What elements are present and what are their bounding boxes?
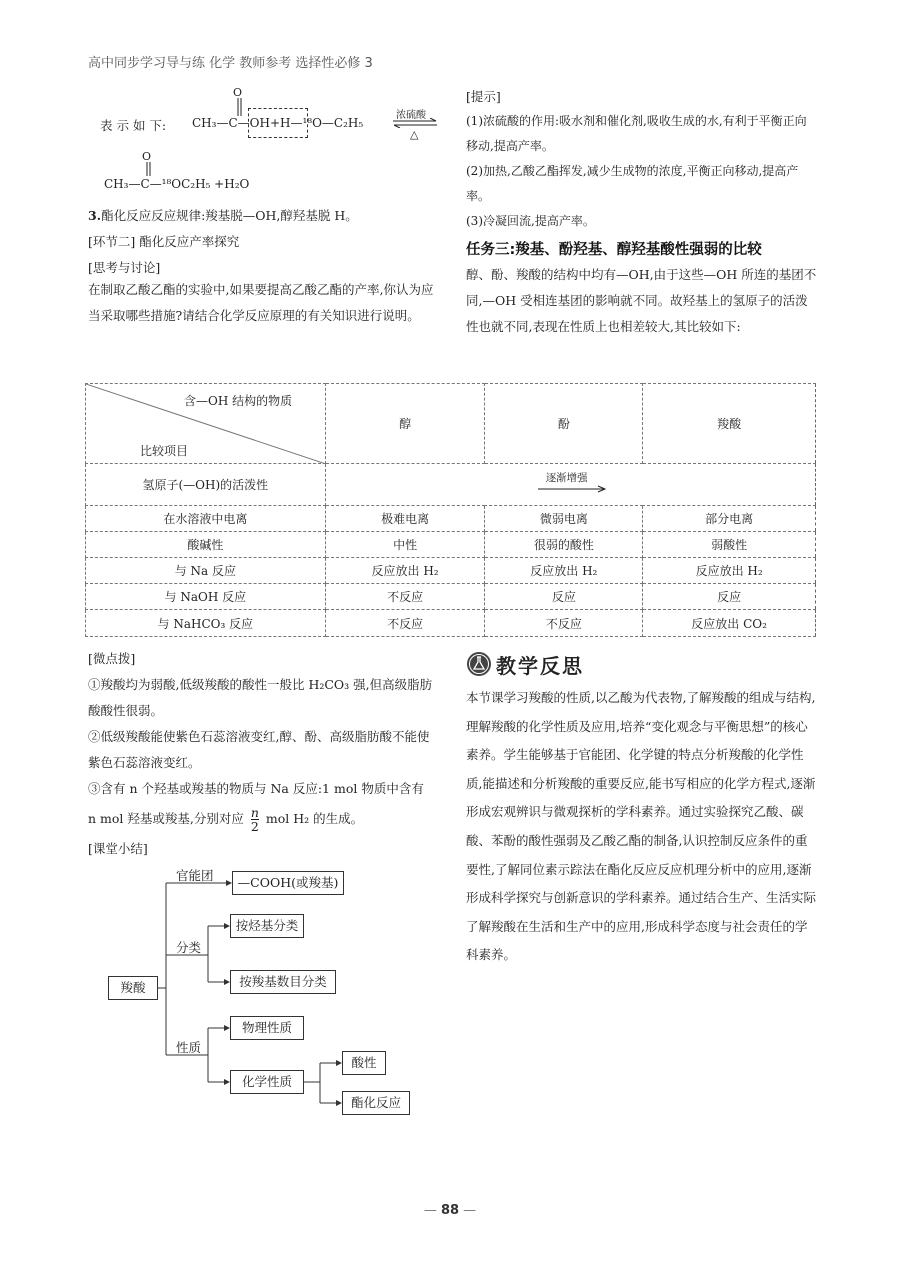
carbonyl-oxygen: O bbox=[233, 86, 243, 99]
activity-trend-cell bbox=[325, 464, 815, 506]
equilibrium-arrow-icon bbox=[392, 118, 438, 128]
corner-top-label: 含—OH 结构的物质 bbox=[184, 394, 293, 408]
physical-property-node: 物理性质 bbox=[230, 1016, 304, 1040]
row-item: 与 NaHCO₃ 反应 bbox=[86, 610, 326, 637]
comparison-table bbox=[85, 383, 816, 637]
page-number: 88 bbox=[440, 1203, 460, 1218]
column-header: 酚 bbox=[485, 384, 643, 464]
acidity-node: 酸性 bbox=[342, 1051, 386, 1075]
row-value: 反应放出 CO₂ bbox=[643, 610, 816, 637]
branch-functional-label: 官能团 bbox=[176, 868, 214, 883]
double-bond-icon bbox=[236, 98, 244, 118]
heat-symbol: △ bbox=[410, 128, 419, 141]
functional-group-node: —COOH(或羧基) bbox=[232, 871, 344, 895]
increase-arrow-icon bbox=[538, 485, 608, 493]
row-value: 不反应 bbox=[325, 584, 485, 610]
hint-1: (1)浓硫酸的作用:吸水剂和催化剂,吸收生成的水,有利于平衡正向移动,提高产率。 bbox=[466, 114, 807, 153]
fraction-numerator: n bbox=[250, 805, 259, 820]
running-header: 高中同步学习导与练 化学 教师参考 选择性必修 3 bbox=[88, 56, 373, 71]
corner-bottom-label: 比较项目 bbox=[140, 444, 189, 458]
tip-3a: ③含有 n 个羟基或羧基的物质与 Na 反应:1 mol 物质中含有 bbox=[88, 781, 424, 796]
section-env2 bbox=[88, 229, 448, 255]
reflection-text: 本节课学习羧酸的性质,以乙酸为代表物,了解羧酸的组成与结构,理解羧酸的化学性质及应用,培养“变化观念与平衡思想”的核心素养。学生能够基于官能团、化学键的特点分析羧酸的化学性质,能描述和分析羧酸的重要反应,能书写相应的化学方程式,逐渐形成宏观辨识与微观探析的学科素养。通过实验探究乙酸、碳酸、苯酚的酸性强弱及乙酸乙酯的制备,认识控制反应条件的重要性,了解同位素示踪法在酯化反应反应机理分析中的应用,逐渐形成科学探究与创新意识的学科素养。通过结合生产、生活实际了解羧酸在生活和生产中的应用,形成科学态度与社会责任的学科素养。 bbox=[466, 690, 817, 963]
fraction bbox=[251, 806, 259, 833]
hint-block bbox=[466, 84, 818, 234]
row-value: 弱酸性 bbox=[643, 532, 816, 558]
catalyst-label: 浓硫酸 bbox=[396, 110, 426, 121]
column-header: 醇 bbox=[325, 384, 485, 464]
reflection-paragraph bbox=[466, 684, 818, 970]
table-row bbox=[86, 584, 816, 610]
branch-property-label: 性质 bbox=[176, 1040, 202, 1055]
row-value: 极难电离 bbox=[325, 506, 485, 532]
row-item: 在水溶液中电离 bbox=[86, 506, 326, 532]
tip-3b-pre: n mol 羟基或羧基,分别对应 bbox=[88, 811, 244, 826]
row-value: 部分电离 bbox=[643, 506, 816, 532]
hint-label: [提示] bbox=[466, 89, 501, 104]
row-value: 不反应 bbox=[325, 610, 485, 637]
summary-label: [课堂小结] bbox=[88, 841, 148, 856]
row-value: 很弱的酸性 bbox=[485, 532, 643, 558]
task3-text: 醇、酚、羧酸的结构中均有—OH,由于这些—OH 所连的基团不同,—OH 受相连基团的影响就不同。故羟基上的氢原子的活泼性也就不同,表现在性质上也相差较大,其比较如下: bbox=[466, 267, 817, 334]
product-carbonyl-oxygen: O bbox=[142, 150, 152, 163]
esterification-rule bbox=[88, 203, 448, 229]
class-node-carboxyl-count: 按羧基数目分类 bbox=[230, 970, 336, 994]
fraction-denominator: 2 bbox=[250, 819, 259, 834]
tip-2: ②低级羧酸能使紫色石蕊溶液变红,醇、酚、高级脂肪酸不能使紫色石蕊溶液变红。 bbox=[88, 729, 430, 770]
section-env2-label: [环节二] 酯化反应产率探究 bbox=[88, 234, 240, 249]
table-row bbox=[86, 610, 816, 637]
table-header-row bbox=[86, 384, 816, 464]
product-double-bond-icon bbox=[145, 162, 153, 178]
row-value: 反应放出 H₂ bbox=[643, 558, 816, 584]
discussion-text: 在制取乙酸乙酯的实验中,如果要提高乙酸乙酯的产率,你认为应当采取哪些措施?请结合化学反应原理的有关知识进行说明。 bbox=[88, 282, 434, 323]
flask-icon bbox=[466, 651, 492, 677]
chemical-property-node: 化学性质 bbox=[230, 1070, 304, 1094]
table-corner-cell bbox=[86, 384, 326, 464]
row-value: 反应放出 H₂ bbox=[485, 558, 643, 584]
table-row bbox=[86, 532, 816, 558]
reflection-heading bbox=[466, 650, 596, 680]
tip-3b bbox=[88, 802, 440, 836]
table-row bbox=[86, 558, 816, 584]
reactants: CH₃—C—OH+H—¹⁸O—C₂H₅ bbox=[192, 116, 364, 130]
class-node-hydrocarbon: 按烃基分类 bbox=[230, 914, 304, 938]
summary-mindmap bbox=[100, 860, 430, 1120]
esterification-node: 酯化反应 bbox=[342, 1091, 410, 1115]
root-node: 羧酸 bbox=[108, 976, 158, 1000]
activity-trend-label: 逐渐增强 bbox=[545, 472, 588, 484]
tips-label: [微点拨] bbox=[88, 651, 136, 666]
row-value: 反应 bbox=[643, 584, 816, 610]
branch-class-label: 分类 bbox=[176, 940, 202, 955]
tip-1: ①羧酸均为弱酸,低级羧酸的酸性一般比 H₂CO₃ 强,但高级脂肪酸酸性很弱。 bbox=[88, 677, 433, 718]
dehydration-box bbox=[248, 108, 308, 138]
tip-3b-post: mol H₂ 的生成。 bbox=[265, 811, 364, 826]
reaction-lead: 表 示 如 下: bbox=[100, 118, 167, 133]
row-item: 酸碱性 bbox=[86, 532, 326, 558]
row-item: 与 Na 反应 bbox=[86, 558, 326, 584]
hint-3: (3)冷凝回流,提高产率。 bbox=[466, 214, 595, 228]
discussion-paragraph bbox=[88, 277, 440, 329]
reflection-title: 教学反思 bbox=[496, 654, 584, 678]
hint-2: (2)加热,乙酸乙酯挥发,减少生成物的浓度,平衡正向移动,提高产率。 bbox=[466, 164, 799, 203]
column-header: 羧酸 bbox=[643, 384, 816, 464]
page-footer: — 88 — bbox=[423, 1203, 477, 1218]
row-item: 与 NaOH 反应 bbox=[86, 584, 326, 610]
activity-row bbox=[86, 464, 816, 506]
table-row bbox=[86, 506, 816, 532]
row-value: 中性 bbox=[325, 532, 485, 558]
row-value: 反应放出 H₂ bbox=[325, 558, 485, 584]
row-value: 微弱电离 bbox=[485, 506, 643, 532]
tips-block bbox=[88, 646, 440, 862]
rule-number: 3. bbox=[88, 208, 102, 223]
reaction-product bbox=[104, 150, 354, 195]
task3-paragraph bbox=[466, 262, 818, 340]
row-value: 不反应 bbox=[485, 610, 643, 637]
reaction-equation bbox=[100, 84, 450, 144]
rule-text: 酯化反应反应规律:羧基脱—OH,醇羟基脱 H。 bbox=[101, 208, 358, 223]
section-discuss-label: [思考与讨论] bbox=[88, 260, 161, 275]
product-formula: CH₃—C—¹⁸OC₂H₅ +H₂O bbox=[104, 177, 250, 191]
activity-label: 氢原子(—OH)的活泼性 bbox=[86, 464, 326, 506]
task3-title: 任务三:羧基、酚羟基、醇羟基酸性强弱的比较 bbox=[466, 242, 762, 258]
row-value: 反应 bbox=[485, 584, 643, 610]
